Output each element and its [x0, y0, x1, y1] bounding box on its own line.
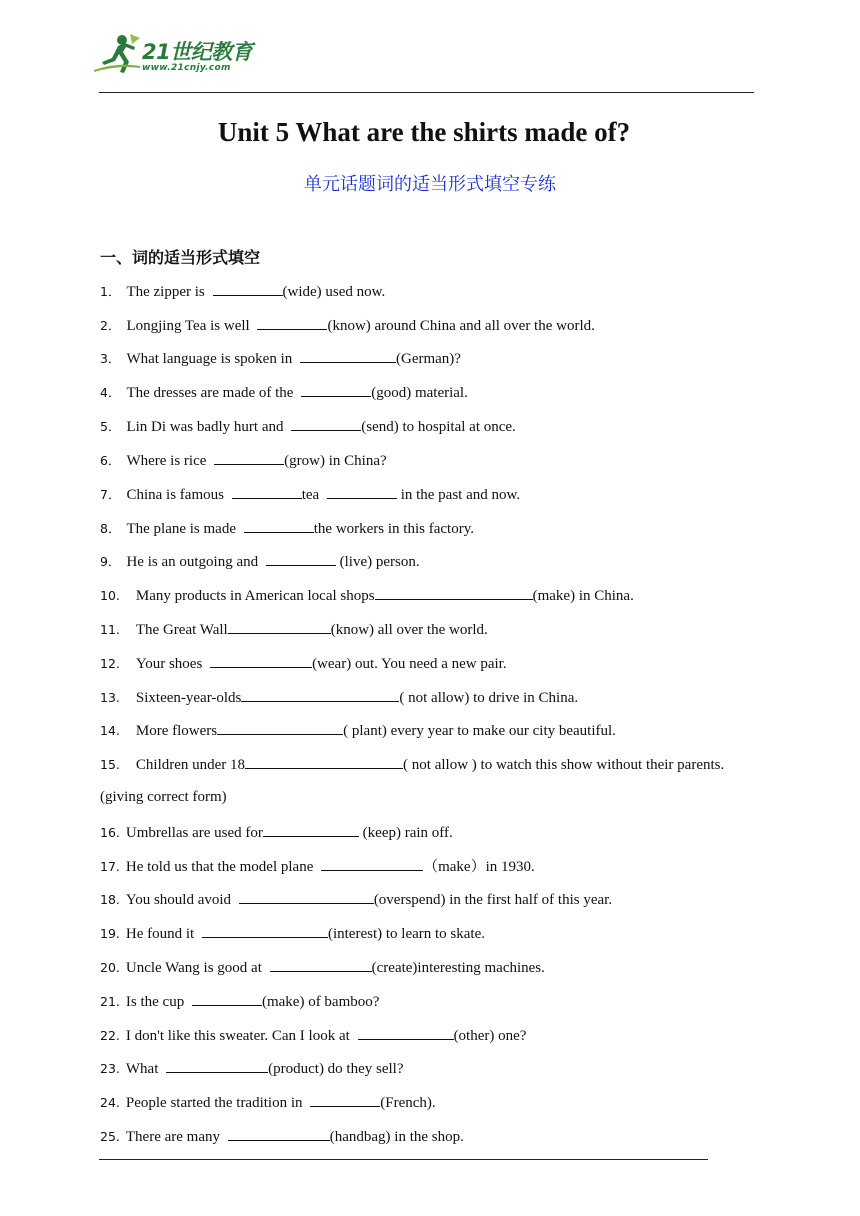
question-1 [100, 281, 385, 301]
question-number: 19. [100, 926, 120, 941]
question-number: 22. [100, 1028, 120, 1043]
question-7 [100, 484, 520, 504]
answer-blank[interactable] [239, 889, 374, 904]
question-25 [100, 1126, 464, 1146]
question-text: The Great Wall [135, 622, 228, 638]
question-number: 25. [100, 1129, 120, 1144]
question-15 [100, 754, 724, 774]
question-text: tea [301, 487, 323, 503]
question-text: (live) person. [335, 554, 420, 570]
question-number: 12. [100, 656, 120, 671]
runner-logo-icon [92, 32, 142, 74]
question-text: ( not allow ) to watch this show without their parents. [403, 757, 725, 773]
question-3 [100, 348, 461, 368]
question-number: 1． [100, 284, 121, 299]
question-text: More flowers [135, 723, 218, 739]
question-text: Where is rice [126, 453, 211, 469]
question-number: 11. [100, 622, 120, 637]
answer-blank[interactable] [245, 754, 403, 769]
question-number: 4． [100, 385, 121, 400]
question-number: 20. [100, 960, 120, 975]
question-text: (wide) used now. [282, 284, 386, 300]
question-text: (German)? [396, 351, 461, 367]
question-number: 14. [100, 723, 120, 738]
question-18 [100, 889, 612, 909]
question-number: 5． [100, 419, 121, 434]
question-number: 16. [100, 825, 120, 840]
question-text: (French). [380, 1095, 436, 1111]
answer-blank[interactable] [327, 484, 397, 499]
question-text: Children under 18 [135, 757, 246, 773]
question-8 [100, 518, 474, 538]
page-title: Unit 5 What are the shirts made of? [217, 117, 631, 147]
question-number: 3． [100, 351, 121, 366]
question-number: 6． [100, 453, 121, 468]
question-text: (grow) in China? [284, 453, 387, 469]
question-text: (make) in China. [532, 588, 634, 604]
question-11 [100, 619, 488, 639]
question-5 [100, 416, 516, 436]
question-16 [100, 822, 453, 842]
question-text: ( plant) every year to make our city beautiful. [343, 723, 616, 739]
answer-blank[interactable] [300, 348, 396, 363]
answer-blank[interactable] [232, 484, 302, 499]
question-number: 24. [100, 1095, 120, 1110]
question-text: You should avoid [125, 892, 235, 908]
logo [92, 32, 262, 78]
question-number: 9． [100, 554, 121, 569]
question-text: What [125, 1061, 163, 1077]
question-text: Lin Di was badly hurt and [126, 419, 288, 435]
question-6 [100, 450, 387, 470]
question-10 [100, 585, 634, 605]
question-number: 10. [100, 588, 120, 603]
question-14 [100, 720, 616, 740]
question-text: (interest) to learn to skate. [327, 926, 485, 942]
question-15-continuation: (giving correct form) [100, 789, 227, 805]
question-text: (know) all over the world. [330, 622, 488, 638]
question-text: Is the cup [125, 994, 188, 1010]
answer-blank[interactable] [244, 518, 314, 533]
question-20 [100, 957, 545, 977]
question-text: The dresses are made of the [126, 385, 298, 401]
question-text: Sixteen-year-olds [135, 690, 242, 706]
question-17 [100, 856, 535, 876]
question-9 [100, 551, 420, 571]
header-divider [99, 92, 754, 93]
answer-blank[interactable] [214, 450, 284, 465]
answer-blank[interactable] [228, 619, 331, 634]
answer-blank[interactable] [266, 551, 336, 566]
answer-blank[interactable] [192, 991, 262, 1006]
question-text: (handbag) in the shop. [329, 1129, 464, 1145]
answer-blank[interactable] [263, 822, 359, 837]
question-number: 23. [100, 1061, 120, 1076]
question-text: ( not allow) to drive in China. [399, 690, 579, 706]
question-text: (create)interesting machines. [371, 960, 545, 976]
answer-blank[interactable] [166, 1058, 268, 1073]
question-text: (send) to hospital at once. [361, 419, 516, 435]
question-number: 2． [100, 318, 121, 333]
question-text: (keep) rain off. [358, 825, 453, 841]
answer-blank[interactable] [375, 585, 533, 600]
question-text: (good) material. [371, 385, 468, 401]
question-text: (overspend) in the first half of this year. [373, 892, 613, 908]
question-text: China is famous [126, 487, 228, 503]
question-text: (product) do they sell? [268, 1061, 404, 1077]
question-text: I don't like this sweater. Can I look at [125, 1028, 354, 1044]
question-text: Longjing Tea is well [126, 318, 254, 334]
question-24 [100, 1092, 436, 1112]
page-subtitle: 单元话题词的适当形式填空专练 [304, 174, 556, 195]
question-text: People started the tradition in [125, 1095, 307, 1111]
question-text: Umbrellas are used for [125, 825, 263, 841]
question-text: There are many [125, 1129, 224, 1145]
question-text: What language is spoken in [126, 351, 296, 367]
question-number: 8． [100, 521, 121, 536]
answer-blank[interactable] [257, 315, 327, 330]
question-text: Uncle Wang is good at [125, 960, 266, 976]
logo-text: 21世纪教育 [142, 40, 253, 64]
question-text: in the past and now. [396, 487, 521, 503]
question-19 [100, 923, 485, 943]
question-22 [100, 1025, 526, 1045]
question-text: (wear) out. You need a new pair. [312, 656, 507, 672]
answer-blank[interactable] [310, 1092, 380, 1107]
question-23 [100, 1058, 404, 1078]
question-text: The plane is made [126, 521, 240, 537]
answer-blank[interactable] [210, 653, 312, 668]
answer-blank[interactable] [241, 687, 399, 702]
answer-blank[interactable] [213, 281, 283, 296]
answer-blank[interactable] [301, 382, 371, 397]
question-12 [100, 653, 507, 673]
footer-divider [99, 1159, 708, 1160]
question-text: He is an outgoing and [126, 554, 262, 570]
question-text: The zipper is [126, 284, 209, 300]
question-number: 18. [100, 892, 120, 907]
answer-blank[interactable] [228, 1126, 330, 1141]
question-13 [100, 687, 578, 707]
question-number: 7． [100, 487, 121, 502]
answer-blank[interactable] [321, 856, 423, 871]
answer-blank[interactable] [217, 720, 343, 735]
question-number: 13. [100, 690, 120, 705]
question-text: Your shoes [135, 656, 207, 672]
question-21 [100, 991, 379, 1011]
question-text: Many products in American local shops [135, 588, 375, 604]
logo-url: www.21cnjy.com [142, 63, 231, 73]
question-text: (other) one? [453, 1028, 527, 1044]
question-number: 21. [100, 994, 120, 1009]
question-text: (know) around China and all over the world. [327, 318, 595, 334]
question-text: He told us that the model plane [125, 859, 318, 875]
answer-blank[interactable] [270, 957, 372, 972]
answer-blank[interactable] [202, 923, 328, 938]
question-number: 17. [100, 859, 120, 874]
question-text: the workers in this factory. [313, 521, 474, 537]
question-text: (make) of bamboo? [261, 994, 380, 1010]
section-heading: 一、词的适当形式填空 [100, 248, 261, 267]
question-text: （make）in 1930. [423, 859, 535, 875]
question-number: 15. [100, 757, 120, 772]
question-4 [100, 382, 468, 402]
question-text: He found it [125, 926, 198, 942]
answer-blank[interactable] [291, 416, 361, 431]
answer-blank[interactable] [358, 1025, 454, 1040]
question-2 [100, 315, 595, 335]
